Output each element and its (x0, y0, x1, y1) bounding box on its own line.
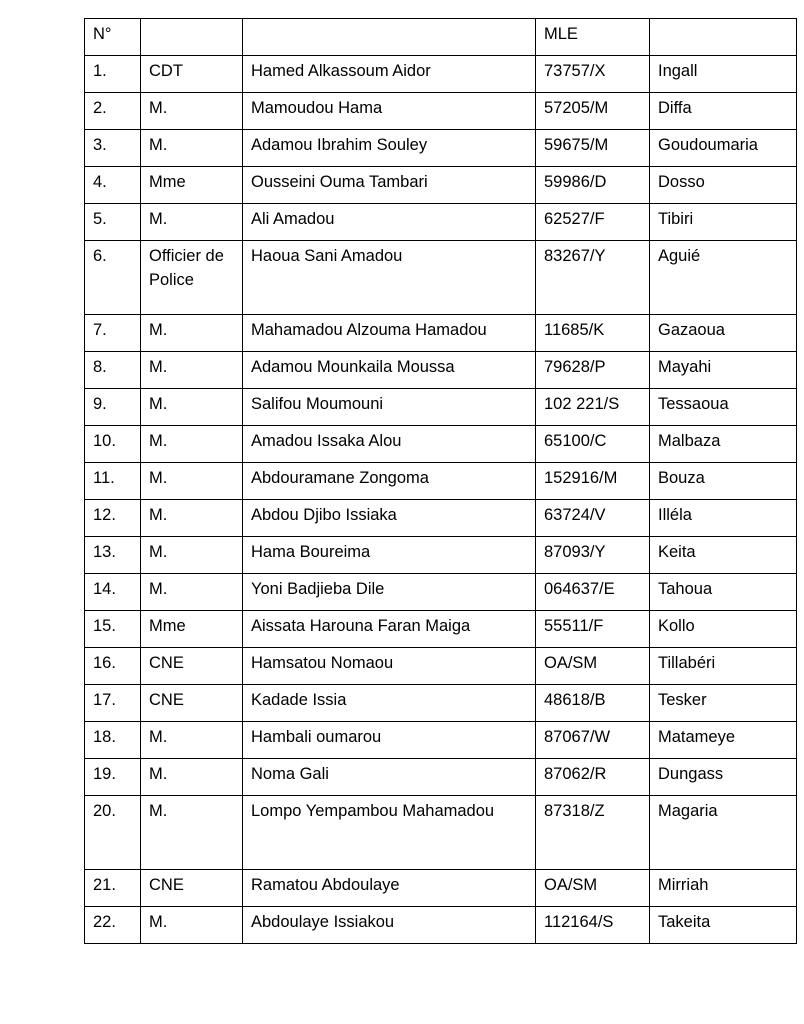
row-title-cell: M. (141, 352, 243, 389)
row-number-cell: 22. (85, 907, 141, 944)
row-number-cell: 13. (85, 537, 141, 574)
row-number-cell: 14. (85, 574, 141, 611)
row-title-cell: M. (141, 93, 243, 130)
roster-body (85, 19, 797, 944)
row-name-cell: Hambali oumarou (243, 722, 536, 759)
row-number-cell: 10. (85, 426, 141, 463)
row-place-cell: Matameye (650, 722, 797, 759)
row-name-cell: Ali Amadou (243, 204, 536, 241)
row-place-cell: Takeita (650, 907, 797, 944)
row-mle-cell: 112164/S (536, 907, 650, 944)
row-name-cell: Hamed Alkassoum Aidor (243, 56, 536, 93)
row-mle-cell: 87318/Z (536, 796, 650, 870)
header-cell-title (141, 19, 243, 56)
row-place-cell: Keita (650, 537, 797, 574)
table-row (85, 315, 797, 352)
table-row (85, 574, 797, 611)
row-place-cell: Illéla (650, 500, 797, 537)
row-mle-cell: 73757/X (536, 56, 650, 93)
row-number-cell: 19. (85, 759, 141, 796)
row-place-cell: Bouza (650, 463, 797, 500)
row-number-cell: 2. (85, 93, 141, 130)
row-number-cell: 17. (85, 685, 141, 722)
row-mle-cell: 48618/B (536, 685, 650, 722)
table-row (85, 426, 797, 463)
row-mle-cell: 87093/Y (536, 537, 650, 574)
row-title-cell: M. (141, 537, 243, 574)
row-place-cell: Tibiri (650, 204, 797, 241)
row-title-cell: Officier de Police (141, 241, 243, 315)
row-title-cell: M. (141, 389, 243, 426)
row-name-cell: Hamsatou Nomaou (243, 648, 536, 685)
row-place-cell: Kollo (650, 611, 797, 648)
row-place-cell: Goudoumaria (650, 130, 797, 167)
row-mle-cell: OA/SM (536, 870, 650, 907)
table-row (85, 241, 797, 315)
table-row (85, 56, 797, 93)
header-cell-number: N° (85, 19, 141, 56)
row-number-cell: 12. (85, 500, 141, 537)
row-name-cell: Yoni Badjieba Dile (243, 574, 536, 611)
row-number-cell: 7. (85, 315, 141, 352)
table-row (85, 796, 797, 870)
row-title-cell: M. (141, 463, 243, 500)
table-row (85, 500, 797, 537)
row-title-cell: CDT (141, 56, 243, 93)
row-place-cell: Malbaza (650, 426, 797, 463)
row-name-cell: Kadade Issia (243, 685, 536, 722)
roster-table (84, 18, 797, 944)
row-mle-cell: 152916/M (536, 463, 650, 500)
row-name-cell: Mahamadou Alzouma Hamadou (243, 315, 536, 352)
row-title-cell: M. (141, 426, 243, 463)
row-number-cell: 4. (85, 167, 141, 204)
row-number-cell: 3. (85, 130, 141, 167)
row-place-cell: Dosso (650, 167, 797, 204)
row-number-cell: 5. (85, 204, 141, 241)
row-place-cell: Ingall (650, 56, 797, 93)
table-row (85, 463, 797, 500)
row-title-cell: M. (141, 500, 243, 537)
row-place-cell: Magaria (650, 796, 797, 870)
row-name-cell: Haoua Sani Amadou (243, 241, 536, 315)
table-row (85, 648, 797, 685)
row-title-cell: Mme (141, 611, 243, 648)
row-number-cell: 9. (85, 389, 141, 426)
header-row (85, 19, 797, 56)
row-name-cell: Salifou Moumouni (243, 389, 536, 426)
table-row (85, 759, 797, 796)
row-number-cell: 18. (85, 722, 141, 759)
row-place-cell: Mirriah (650, 870, 797, 907)
row-number-cell: 6. (85, 241, 141, 315)
header-cell-mle: MLE (536, 19, 650, 56)
row-name-cell: Amadou Issaka Alou (243, 426, 536, 463)
row-title-cell: CNE (141, 870, 243, 907)
row-mle-cell: 63724/V (536, 500, 650, 537)
row-number-cell: 11. (85, 463, 141, 500)
table-row (85, 611, 797, 648)
row-number-cell: 1. (85, 56, 141, 93)
table-row (85, 537, 797, 574)
row-mle-cell: 87062/R (536, 759, 650, 796)
table-row (85, 870, 797, 907)
row-mle-cell: 59986/D (536, 167, 650, 204)
table-row (85, 389, 797, 426)
table-row (85, 907, 797, 944)
table-row (85, 685, 797, 722)
row-name-cell: Adamou Mounkaila Moussa (243, 352, 536, 389)
row-mle-cell: 064637/E (536, 574, 650, 611)
row-title-cell: Mme (141, 167, 243, 204)
row-place-cell: Tessaoua (650, 389, 797, 426)
table-row (85, 204, 797, 241)
table-row (85, 352, 797, 389)
header-cell-name (243, 19, 536, 56)
table-row (85, 130, 797, 167)
row-name-cell: Adamou Ibrahim Souley (243, 130, 536, 167)
row-mle-cell: 79628/P (536, 352, 650, 389)
row-mle-cell: OA/SM (536, 648, 650, 685)
row-name-cell: Hama Boureima (243, 537, 536, 574)
row-title-cell: M. (141, 130, 243, 167)
row-place-cell: Tesker (650, 685, 797, 722)
row-name-cell: Ousseini Ouma Tambari (243, 167, 536, 204)
row-title-cell: CNE (141, 685, 243, 722)
row-place-cell: Mayahi (650, 352, 797, 389)
row-number-cell: 15. (85, 611, 141, 648)
row-place-cell: Dungass (650, 759, 797, 796)
row-mle-cell: 59675/M (536, 130, 650, 167)
row-title-cell: M. (141, 759, 243, 796)
row-place-cell: Diffa (650, 93, 797, 130)
row-title-cell: M. (141, 204, 243, 241)
row-name-cell: Abdoulaye Issiakou (243, 907, 536, 944)
row-mle-cell: 102 221/S (536, 389, 650, 426)
row-name-cell: Abdou Djibo Issiaka (243, 500, 536, 537)
row-title-cell: M. (141, 796, 243, 870)
table-row (85, 167, 797, 204)
row-number-cell: 21. (85, 870, 141, 907)
row-place-cell: Tahoua (650, 574, 797, 611)
row-place-cell: Gazaoua (650, 315, 797, 352)
row-name-cell: Ramatou Abdoulaye (243, 870, 536, 907)
row-name-cell: Mamoudou Hama (243, 93, 536, 130)
row-title-cell: M. (141, 907, 243, 944)
row-mle-cell: 11685/K (536, 315, 650, 352)
table-row (85, 722, 797, 759)
row-place-cell: Aguié (650, 241, 797, 315)
row-number-cell: 8. (85, 352, 141, 389)
row-title-cell: M. (141, 722, 243, 759)
row-mle-cell: 83267/Y (536, 241, 650, 315)
row-name-cell: Aissata Harouna Faran Maiga (243, 611, 536, 648)
row-mle-cell: 57205/M (536, 93, 650, 130)
row-mle-cell: 62527/F (536, 204, 650, 241)
row-mle-cell: 87067/W (536, 722, 650, 759)
row-name-cell: Lompo Yempambou Mahamadou (243, 796, 536, 870)
header-cell-place (650, 19, 797, 56)
row-number-cell: 20. (85, 796, 141, 870)
row-title-cell: M. (141, 315, 243, 352)
table-row (85, 93, 797, 130)
row-mle-cell: 65100/C (536, 426, 650, 463)
row-place-cell: Tillabéri (650, 648, 797, 685)
row-mle-cell: 55511/F (536, 611, 650, 648)
row-number-cell: 16. (85, 648, 141, 685)
row-title-cell: CNE (141, 648, 243, 685)
row-title-cell: M. (141, 574, 243, 611)
row-name-cell: Noma Gali (243, 759, 536, 796)
row-name-cell: Abdouramane Zongoma (243, 463, 536, 500)
